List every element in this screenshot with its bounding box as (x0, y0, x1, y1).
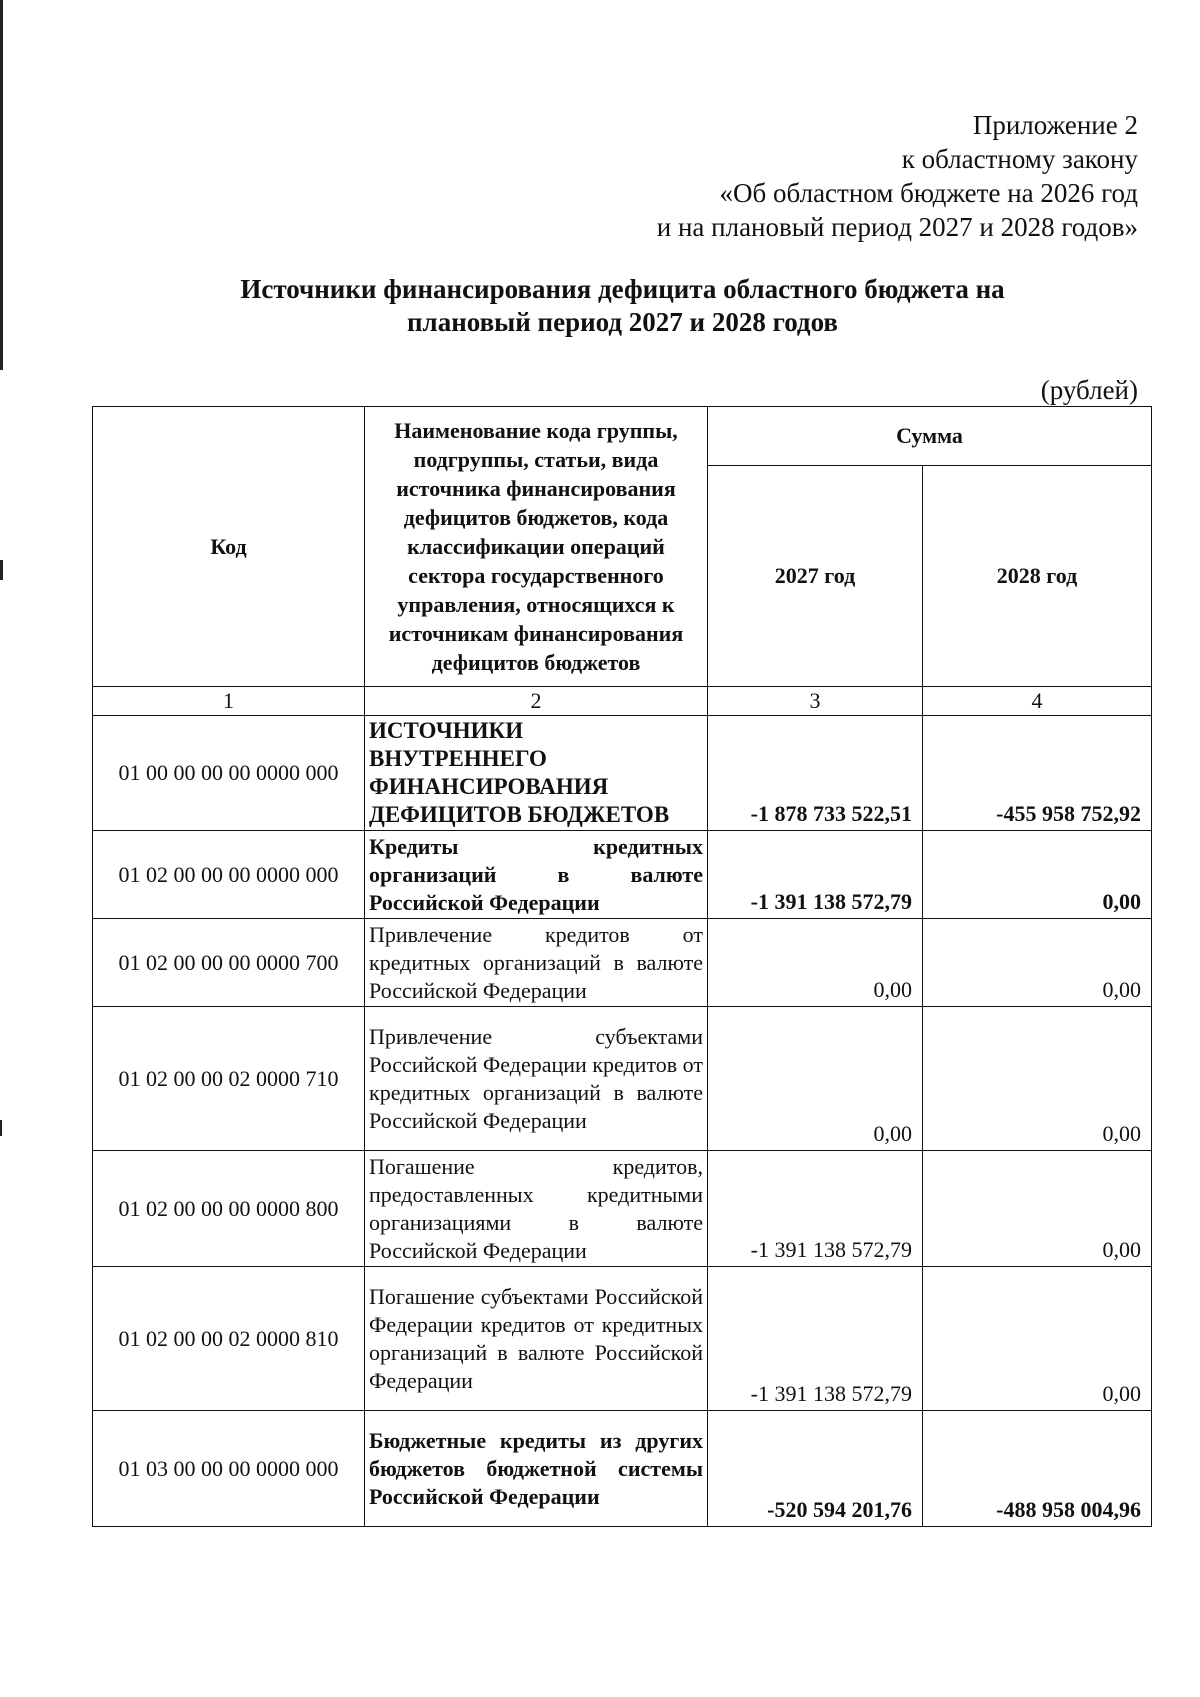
table-header-row (93, 407, 1152, 466)
header-name: Наименование кода группы, подгруппы, статьи, вида источника финансирования дефицитов бюджетов, кода классификации операций сектора государственного управления, относящихся к источникам финансирования дефицитов бюджетов (365, 407, 708, 687)
row-amount-2027: -1 391 138 572,79 (708, 1267, 923, 1411)
row-name: Привлечение кредитов от кредитных организаций в валюте Российской Федерации (365, 919, 708, 1007)
header-code: Код (93, 407, 365, 687)
appendix-header (657, 108, 1138, 244)
title-line-1: Источники финансирования дефицита областного бюджета на (240, 274, 1005, 304)
row-amount-2027: -1 391 138 572,79 (708, 1151, 923, 1267)
column-number: 2 (365, 687, 708, 716)
row-code: 01 02 00 00 02 0000 810 (93, 1267, 365, 1411)
appendix-law-ref: к областному закону (901, 144, 1138, 174)
table-row (93, 1267, 1152, 1411)
table-row (93, 1151, 1152, 1267)
row-name: Бюджетные кредиты из других бюджетов бюджетной системы Российской Федерации (365, 1411, 708, 1527)
column-number: 3 (708, 687, 923, 716)
row-code: 01 02 00 00 00 0000 700 (93, 919, 365, 1007)
scan-edge-mark (0, 560, 3, 580)
row-name: Кредиты кредитных организаций в валюте Российской Федерации (365, 831, 708, 919)
row-amount-2028: -455 958 752,92 (923, 716, 1152, 831)
financing-sources-table (92, 406, 1152, 1527)
table-row (93, 831, 1152, 919)
row-name: Привлечение субъектами Российской Федерации кредитов от кредитных организаций в валюте Российской Федерации (365, 1007, 708, 1151)
header-year-2027: 2027 год (708, 466, 923, 687)
document-title (0, 273, 1200, 339)
column-number-row (93, 687, 1152, 716)
row-amount-2027: 0,00 (708, 1007, 923, 1151)
title-line-2: плановый период 2027 и 2028 годов (407, 307, 838, 337)
units-label: (рублей) (1040, 375, 1138, 405)
row-code: 01 00 00 00 00 0000 000 (93, 716, 365, 831)
scan-edge-mark (0, 1120, 2, 1136)
row-amount-2028: -488 958 004,96 (923, 1411, 1152, 1527)
column-number: 1 (93, 687, 365, 716)
row-amount-2028: 0,00 (923, 831, 1152, 919)
table-row (93, 919, 1152, 1007)
table-row (93, 1007, 1152, 1151)
table-row (93, 1411, 1152, 1527)
row-code: 01 02 00 00 00 0000 800 (93, 1151, 365, 1267)
appendix-number: Приложение 2 (972, 110, 1138, 140)
row-name: Погашение субъектами Российской Федерации кредитов от кредитных организаций в валюте Российской Федерации (365, 1267, 708, 1411)
header-sum: Сумма (708, 407, 1152, 466)
column-number: 4 (923, 687, 1152, 716)
row-amount-2028: 0,00 (923, 1151, 1152, 1267)
row-amount-2028: 0,00 (923, 1267, 1152, 1411)
appendix-law-title: «Об областном бюджете на 2026 год (719, 178, 1138, 208)
row-amount-2028: 0,00 (923, 1007, 1152, 1151)
row-name: Погашение кредитов, предоставленных кредитными организациями в валюте Российской Федерации (365, 1151, 708, 1267)
row-amount-2027: -520 594 201,76 (708, 1411, 923, 1527)
row-code: 01 02 00 00 00 0000 000 (93, 831, 365, 919)
header-year-2028: 2028 год (923, 466, 1152, 687)
row-amount-2028: 0,00 (923, 919, 1152, 1007)
row-code: 01 03 00 00 00 0000 000 (93, 1411, 365, 1527)
row-name: ИСТОЧНИКИ ВНУТРЕННЕГО ФИНАНСИРОВАНИЯ ДЕФИЦИТОВ БЮДЖЕТОВ (365, 716, 708, 831)
appendix-law-period: и на плановый период 2027 и 2028 годов» (656, 212, 1138, 242)
row-amount-2027: 0,00 (708, 919, 923, 1007)
table-row (93, 716, 1152, 831)
row-amount-2027: -1 391 138 572,79 (708, 831, 923, 919)
row-amount-2027: -1 878 733 522,51 (708, 716, 923, 831)
row-code: 01 02 00 00 02 0000 710 (93, 1007, 365, 1151)
